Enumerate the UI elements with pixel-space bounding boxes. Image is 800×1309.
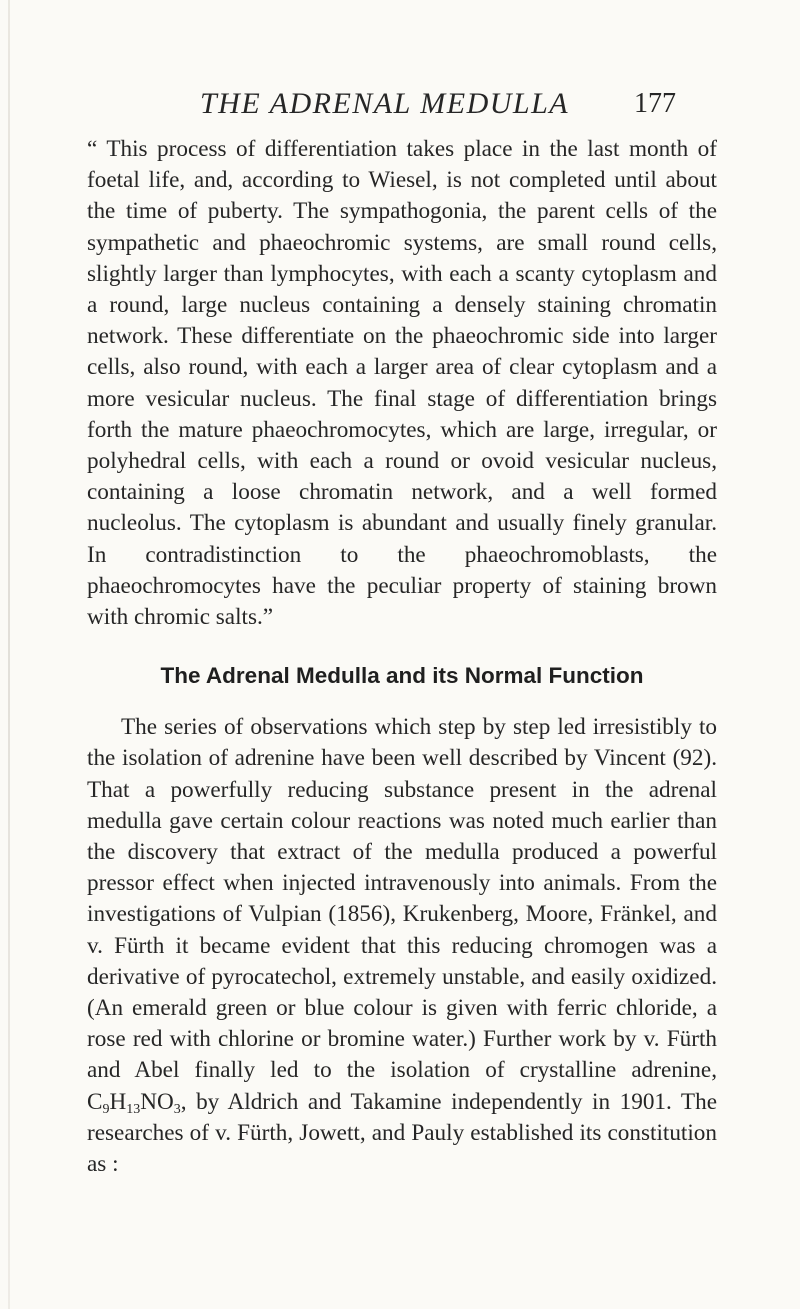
page-edge-shadow: [8, 0, 10, 1309]
chemical-formula: $C_9H_{13}NO_3$: [87, 1088, 181, 1117]
body-text: [87, 134, 717, 1180]
body-text-before-formula: The series of observations which step by step led irresistibly to the isolation of adrenine have been well described by Vincent (92). That a powerfully reducing substance present in the adrenal medulla gave certain colour reactions was noted much earlier than the discovery that extract of the medulla produced a powerful pressor effect when injected intravenously into animals. From the investigations of Vulpian (1856), Krukenberg, Moore, Fränkel, and v. Fürth it became evident that this reducing chromogen was a derivative of pyrocatechol, extremely unstable, and easily oxidized. (An emerald green or blue colour is given with ferric chloride, a rose red with chlorine or bromine water.) Further work by v. Fürth and Abel finally led to the isolation of crystalline adrenine,: [87, 714, 717, 1084]
running-head: [0, 84, 800, 124]
body-text-after-formula: , by Aldrich and Takamine independently in 1901. The researches of v. Fürth, Jowett, and Pauly established its constitution as :: [87, 1088, 717, 1178]
quoted-paragraph: “ This process of differentiation takes place in the last month of foetal life, and, according to Wiesel, is not completed until about the time of puberty. The sympathogonia, the parent cells of the sympathetic and phaeochromic systems, are small round cells, slightly larger than lymphocytes, with each a scanty cytoplasm and a round, large nucleus containing a densely staining chromatin network. These differentiate on the phaeochromic side into larger cells, also round, with each a larger area of clear cytoplasm and a more vesicular nucleus. The final stage of differentiation brings forth the mature phaeochromocytes, which are large, irregular, or polyhedral cells, with each a round or ovoid vesicular nucleus, containing a loose chromatin network, and a well formed nucleolus. The cytoplasm is abundant and usually finely granular. In contradistinction to the phaeochromoblasts, the phaeochromocytes have the peculiar property of staining brown with chromic salts.”: [87, 136, 717, 631]
body-paragraph: [87, 712, 717, 1180]
running-title: THE ADRENAL MEDULLA: [200, 87, 570, 120]
page-number: 177: [634, 88, 676, 119]
section-heading: The Adrenal Medulla and its Normal Function: [160, 663, 644, 689]
